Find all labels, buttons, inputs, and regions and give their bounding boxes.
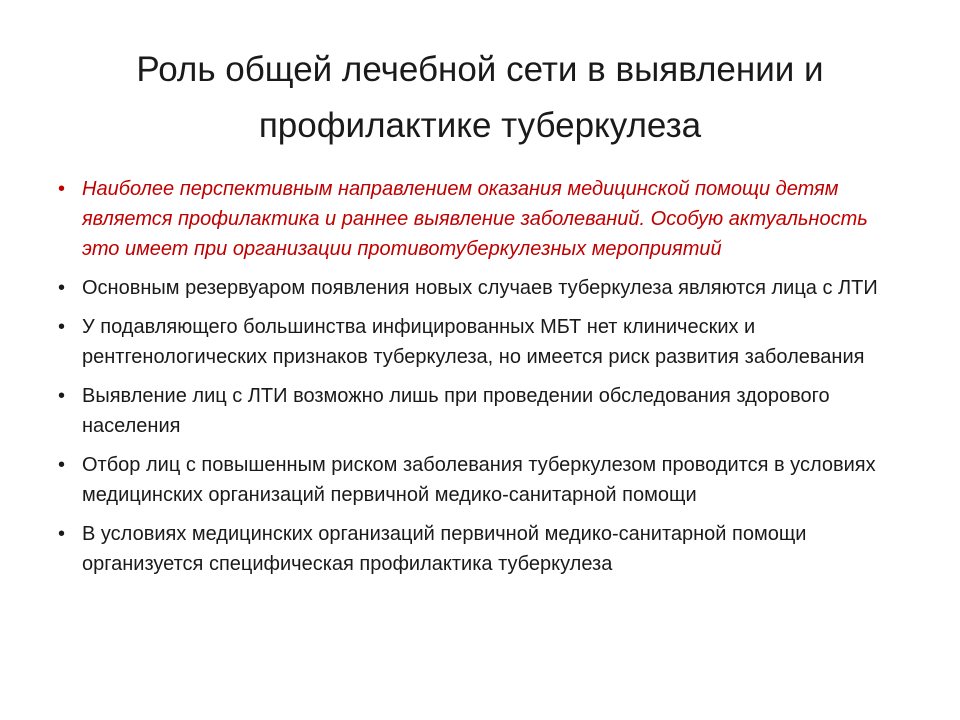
bullet-item-5 xyxy=(58,450,908,510)
bullet-item-4 xyxy=(58,381,908,441)
bullet-text: Основным резервуаром появления новых случаев туберкулеза являются лица с ЛТИ xyxy=(82,277,878,299)
bullet-icon: • xyxy=(58,454,66,476)
bullet-text: В условиях медицинских организаций первичной медико-санитарной помощи организуется специфическая профилактика туберкулеза xyxy=(82,523,807,575)
bullet-item-1 xyxy=(58,174,908,264)
title-line-1: Роль общей лечебной сети в выявлении и xyxy=(136,50,824,89)
bullet-list xyxy=(58,174,908,588)
bullet-item-6 xyxy=(58,519,908,579)
slide-title xyxy=(60,42,900,154)
bullet-item-3 xyxy=(58,312,908,372)
bullet-text: Наиболее перспективным направлением оказания медицинской помощи детям является профилактика и раннее выявление заболеваний. Особую актуальность это имеет при организации противотуберкулезных мероприятий xyxy=(82,178,868,260)
bullet-icon: • xyxy=(58,277,66,299)
bullet-text: Выявление лиц с ЛТИ возможно лишь при проведении обследования здорового населения xyxy=(82,385,830,437)
bullet-icon: • xyxy=(58,385,66,407)
title-line-2: профилактике туберкулеза xyxy=(258,106,702,145)
bullet-text: Отбор лиц с повышенным риском заболевания туберкулезом проводится в условиях медицинских организаций первичной медико-санитарной помощи xyxy=(82,454,876,506)
bullet-text: У подавляющего большинства инфицированных МБТ нет клинических и рентгенологических признаков туберкулеза, но имеется риск развития заболевания xyxy=(82,316,865,368)
bullet-icon: • xyxy=(58,523,66,545)
bullet-icon: • xyxy=(58,316,66,338)
bullet-icon: • xyxy=(58,178,66,200)
bullet-item-2 xyxy=(58,273,908,303)
